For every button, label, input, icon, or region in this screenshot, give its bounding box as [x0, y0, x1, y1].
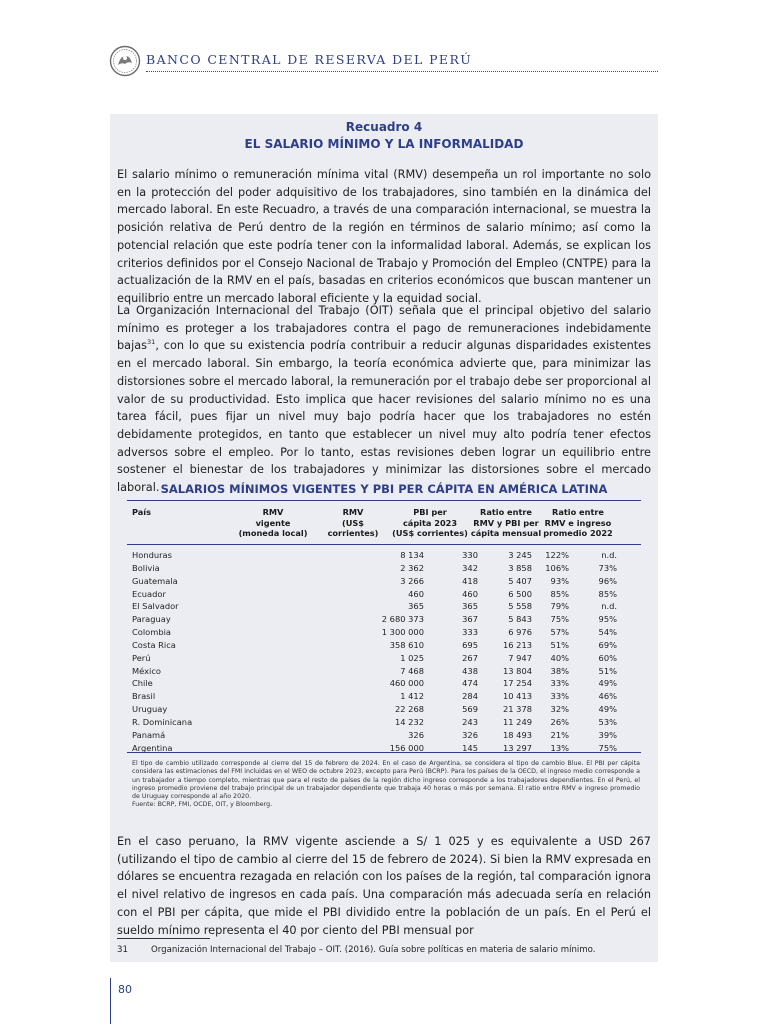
value-cell: 330: [462, 550, 478, 560]
value-cell: 358 610: [389, 639, 424, 650]
value-cell: 2 362: [400, 562, 424, 573]
value-cell: 1 412: [400, 691, 424, 702]
country-cell: Guatemala: [132, 575, 178, 586]
value-cell: 54%: [598, 627, 617, 638]
value-cell: 16 213: [502, 639, 532, 650]
country-cell: Ecuador: [132, 588, 166, 599]
value-cell: 95%: [598, 614, 617, 625]
page-number: 80: [118, 983, 132, 996]
value-cell: 75%: [550, 614, 569, 625]
value-cell: 11 249: [502, 716, 532, 727]
value-cell: 17 254: [502, 678, 532, 689]
header-pais: País: [132, 507, 151, 517]
value-cell: 474: [462, 678, 478, 689]
value-cell: 569: [462, 704, 478, 715]
paragraph-peru: En el caso peruano, la RMV vigente asciende a S/ 1 025 y es equivalente a USD 267 (utilizando el tipo de cambio al cierre del 15 de febrero de 2024). Si bien la RMV expresada en dólares se encuentra rezagada en relación con los países de la región, tal comparación ignora el nivel relativo de ingresos en cada país. Una comparación más adecuada sería en relación con el PBI per cápita, que mide el PBI dividido entre la población de un país. En el Perú el sueldo mínimo representa el 40 por ciento del PBI mensual por: [117, 835, 651, 937]
table-row: [132, 704, 632, 717]
value-cell: 21 378: [502, 704, 532, 715]
value-cell: 33%: [550, 691, 569, 702]
value-cell: 69%: [598, 639, 617, 650]
table-row: [132, 691, 632, 704]
table-row: [132, 627, 632, 640]
value-cell: 243: [462, 716, 478, 727]
footnote: [117, 945, 651, 955]
value-cell: 33%: [550, 678, 569, 689]
header-rmv-usd: RMV (US$ corrientes): [327, 507, 379, 538]
value-cell: 32%: [550, 704, 569, 715]
table-row: [132, 743, 632, 756]
table-body: [132, 550, 632, 756]
value-cell: 365: [408, 601, 424, 612]
value-cell: 79%: [550, 601, 569, 612]
value-cell: 6 500: [508, 588, 532, 599]
paragraph-intro: El salario mínimo o remuneración mínima vital (RMV) desempeña un rol importante no solo en la protección del poder adquisitivo de los trabajadores, sino también en la dinámica del mercado laboral. En este Recuadro, a través de una comparación internacional, se muestra la posición relativa de Perú dentro de la región en términos de salario mínimo; así como la potencial relación que este podría tener con la informalidad laboral. Además, se explican los criterios definidos por el Consejo Nacional de Trabajo y Promoción del Empleo (CNTPE) para la actualización de la RMV en el país, basadas en criterios económicos que buscan mantener un equilibrio entre un mercado laboral eficiente y la equidad social.: [117, 168, 651, 305]
country-cell: R. Dominicana: [132, 716, 193, 727]
bank-name: BANCO CENTRAL DE RESERVA DEL PERÚ: [146, 52, 473, 67]
paragraph-oit-part-1: La Organización Internacional del Trabajo (OIT) señala que el principal objetivo del salario mínimo es proteger a los trabajadores contra el pago de remuneraciones indebidamente bajas: [117, 304, 651, 353]
box-label: Recuadro 4: [345, 120, 423, 134]
table-top-rule: [127, 500, 641, 501]
value-cell: 7 468: [400, 665, 424, 676]
value-cell: 13 804: [502, 665, 532, 676]
table-row: [132, 563, 632, 576]
value-cell: 5 558: [508, 601, 532, 612]
header-rmv-local: RMV vigente (moneda local): [238, 507, 308, 538]
value-cell: 5 407: [508, 575, 532, 586]
value-cell: 460: [408, 588, 424, 599]
value-cell: 145: [462, 742, 478, 753]
table-title: SALARIOS MÍNIMOS VIGENTES Y PBI PER CÁPITA EN AMÉRICA LATINA: [160, 482, 608, 496]
value-cell: 326: [408, 729, 424, 740]
value-cell: 8 134: [400, 550, 424, 560]
footnote-ref[interactable]: 31: [147, 338, 156, 347]
header-ratio-pbi: Ratio entre RMV y PBI per cápita mensual: [470, 507, 542, 538]
value-cell: 7 947: [508, 652, 532, 663]
value-cell: 85%: [550, 588, 569, 599]
country-cell: Costa Rica: [132, 639, 176, 650]
table-row: [132, 614, 632, 627]
value-cell: 46%: [598, 691, 617, 702]
table-notes: [132, 760, 640, 810]
value-cell: 438: [462, 665, 478, 676]
value-cell: 122%: [545, 550, 569, 560]
value-cell: 93%: [550, 575, 569, 586]
country-cell: Honduras: [132, 550, 172, 560]
value-cell: 60%: [598, 652, 617, 663]
value-cell: 51%: [550, 639, 569, 650]
value-cell: 14 232: [394, 716, 424, 727]
table-row: [132, 666, 632, 679]
country-cell: México: [132, 665, 161, 676]
value-cell: 460: [462, 588, 478, 599]
paragraph-oit-part-2: , con lo que su existencia podría contribuir a reducir algunas disparidades existentes en el mercado laboral. Sin embargo, la teoría económica advierte que, para minimizar las distorsiones sobre el mercado laboral, la remuneración por el trabajo debe ser proporcional al valor de su productividad. Esto implica que hacer revisiones del salario mínimo no es una tarea fácil, pues fijar un nivel muy bajo podría hacer que los trabajadores no estén debidamente protegidos, en tanto que establecer un nivel muy alto podría tener efectos adversos sobre el empleo. Por lo tanto, estas revisiones deben lograr un equilibrio entre sostener el bienestar de los trabajadores y minimizar las distorsiones sobre el mercado laboral.: [117, 339, 651, 495]
table-header-rule: [127, 544, 641, 545]
value-cell: n.d.: [601, 550, 617, 560]
value-cell: 96%: [598, 575, 617, 586]
value-cell: 3 266: [400, 575, 424, 586]
value-cell: 13 297: [502, 742, 532, 753]
value-cell: 73%: [598, 562, 617, 573]
value-cell: 695: [462, 639, 478, 650]
footnote-number: 31: [117, 945, 128, 955]
value-cell: 156 000: [389, 742, 424, 753]
country-cell: Brasil: [132, 691, 156, 702]
country-cell: Argentina: [132, 742, 173, 753]
value-cell: 18 493: [502, 729, 532, 740]
box-title: EL SALARIO MÍNIMO Y LA INFORMALIDAD: [244, 137, 524, 151]
country-cell: Colombia: [132, 627, 171, 638]
table-row: [132, 678, 632, 691]
value-cell: 284: [462, 691, 478, 702]
table-row: [132, 576, 632, 589]
value-cell: 1 300 000: [381, 627, 424, 638]
paragraph-oit: [117, 302, 651, 497]
value-cell: 326: [462, 729, 478, 740]
value-cell: 460 000: [389, 678, 424, 689]
value-cell: 13%: [550, 742, 569, 753]
value-cell: n.d.: [601, 601, 617, 612]
header-pbi: PBI per cápita 2023 (US$ corrientes): [392, 507, 468, 538]
table-note-text: El tipo de cambio utilizado corresponde al cierre del 15 de febrero de 2024. En el caso de Argentina, se considera el tipo de cambio Blue. El PBI per cápita considera las estimaciones del FMI incluidas en el WEO de octubre 2023, excepto para Perú (BCRP). Para los países de la OECD, el ingreso medio corresponde a un trabajador a tiempo completo, mientras que para el resto de países de la región dicho ingreso corresponde a los trabajadores dependientes. En el Perú, el ingreso promedio proviene del trabajo principal de un trabajador dependiente que trabaja 40 horas o más por semana. El ratio entre RMV e ingreso promedio de Uruguay corresponde al año 2020.: [132, 760, 640, 801]
table-row: [132, 730, 632, 743]
value-cell: 75%: [598, 742, 617, 753]
header-ratio-ingreso: Ratio entre RMV e ingreso promedio 2022: [543, 507, 613, 538]
value-cell: 342: [462, 562, 478, 573]
value-cell: 40%: [550, 652, 569, 663]
table-row: [132, 589, 632, 602]
footnote-text: Organización Internacional del Trabajo – OIT. (2016). Guía sobre políticas en materia de salario mínimo.: [151, 945, 596, 955]
value-cell: 51%: [598, 665, 617, 676]
country-cell: Uruguay: [132, 704, 168, 715]
value-cell: 106%: [545, 562, 569, 573]
value-cell: 85%: [598, 588, 617, 599]
table-row: [132, 653, 632, 666]
header-divider: [146, 71, 658, 72]
footnote-divider: [117, 938, 210, 939]
country-cell: Paraguay: [132, 614, 171, 625]
value-cell: 3 858: [508, 562, 532, 573]
value-cell: 2 680 373: [381, 614, 424, 625]
country-cell: Perú: [132, 652, 151, 663]
value-cell: 1 025: [400, 652, 424, 663]
value-cell: 22 268: [394, 704, 424, 715]
country-cell: Bolivia: [132, 562, 160, 573]
value-cell: 3 245: [508, 550, 532, 560]
table-bottom-rule: [127, 752, 641, 753]
table-row: [132, 601, 632, 614]
value-cell: 10 413: [502, 691, 532, 702]
table-row: [132, 640, 632, 653]
value-cell: 267: [462, 652, 478, 663]
table-row: [132, 717, 632, 730]
value-cell: 6 976: [508, 627, 532, 638]
value-cell: 418: [462, 575, 478, 586]
table-source: Fuente: BCRP, FMI, OCDE, OIT, y Bloomberg.: [132, 801, 273, 809]
value-cell: 39%: [598, 729, 617, 740]
value-cell: 57%: [550, 627, 569, 638]
value-cell: 21%: [550, 729, 569, 740]
value-cell: 53%: [598, 716, 617, 727]
bcrp-seal-icon: [109, 45, 141, 77]
country-cell: Chile: [132, 678, 153, 689]
value-cell: 367: [462, 614, 478, 625]
value-cell: 333: [462, 627, 478, 638]
country-cell: Panamá: [132, 729, 166, 740]
table-row: [132, 550, 632, 563]
value-cell: 38%: [550, 665, 569, 676]
value-cell: 365: [462, 601, 478, 612]
value-cell: 26%: [550, 716, 569, 727]
country-cell: El Salvador: [132, 601, 179, 612]
value-cell: 49%: [598, 678, 617, 689]
value-cell: 49%: [598, 704, 617, 715]
value-cell: 5 843: [508, 614, 532, 625]
page-side-bar: [110, 978, 111, 1024]
